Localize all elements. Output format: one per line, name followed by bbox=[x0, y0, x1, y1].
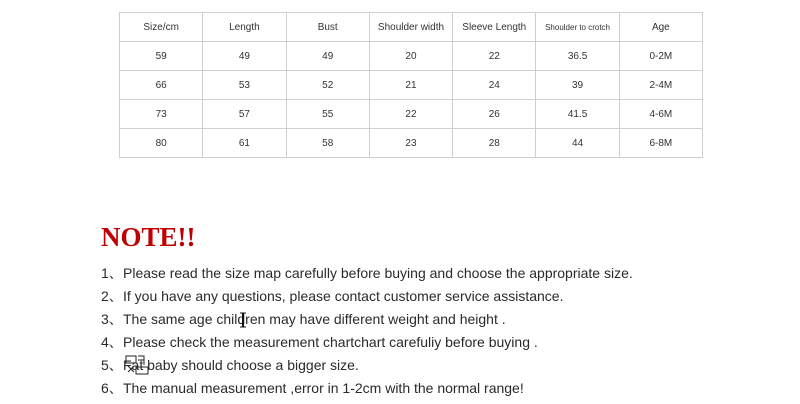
list-item-number: 2、 bbox=[101, 288, 123, 304]
table-cell: 73 bbox=[120, 100, 203, 129]
table-cell: 22 bbox=[453, 42, 536, 71]
table-cell: 6-8M bbox=[619, 129, 702, 158]
table-cell: 59 bbox=[120, 42, 203, 71]
table-row bbox=[120, 129, 703, 158]
table-cell: 21 bbox=[369, 71, 452, 100]
list-item-number: 5、 bbox=[101, 357, 123, 373]
list-item-text: If you have any questions, please contact customer service assistance. bbox=[123, 288, 564, 304]
list-item-text: Fat baby should choose a bigger size. bbox=[123, 357, 359, 373]
table-cell: 57 bbox=[203, 100, 286, 129]
text-cursor-icon bbox=[239, 312, 247, 328]
table-cell: 44 bbox=[536, 129, 619, 158]
table-cell: 53 bbox=[203, 71, 286, 100]
header-sleeve-length: Sleeve Length bbox=[453, 13, 536, 42]
list-item-number: 6、 bbox=[101, 380, 123, 396]
table-cell: 22 bbox=[369, 100, 452, 129]
list-item-text: The same age children may have different weight and height . bbox=[123, 311, 506, 327]
table-cell: 49 bbox=[203, 42, 286, 71]
table-cell: 41.5 bbox=[536, 100, 619, 129]
header-shoulder-to-crotch: Shoulder to crotch bbox=[536, 13, 619, 42]
header-bust: Bust bbox=[286, 13, 369, 42]
list-item-text: The manual measurement ,error in 1-2cm with the normal range! bbox=[123, 380, 524, 396]
table-cell: 49 bbox=[286, 42, 369, 71]
table-cell: 4-6M bbox=[619, 100, 702, 129]
table-cell: 80 bbox=[120, 129, 203, 158]
header-size: Size/cm bbox=[120, 13, 203, 42]
list-item-number: 4、 bbox=[101, 334, 123, 350]
list-item bbox=[101, 285, 633, 308]
table-row bbox=[120, 100, 703, 129]
list-item bbox=[101, 262, 633, 285]
note-list bbox=[101, 262, 633, 400]
size-chart-table bbox=[119, 12, 703, 158]
table-cell: 52 bbox=[286, 71, 369, 100]
header-shoulder-width: Shoulder width bbox=[369, 13, 452, 42]
table-header-row bbox=[120, 13, 703, 42]
table-cell: 55 bbox=[286, 100, 369, 129]
table-cell: 28 bbox=[453, 129, 536, 158]
list-item-text: Please check the measurement chartchart carefuliy before buying . bbox=[123, 334, 538, 350]
list-item bbox=[101, 377, 633, 400]
note-title: NOTE!! bbox=[101, 222, 196, 252]
table-cell: 24 bbox=[453, 71, 536, 100]
table-row bbox=[120, 42, 703, 71]
table-cell: 23 bbox=[369, 129, 452, 158]
table-cell: 58 bbox=[286, 129, 369, 158]
list-item bbox=[101, 331, 633, 354]
list-item bbox=[101, 354, 633, 377]
list-item-number: 1、 bbox=[101, 265, 123, 281]
list-item-number: 3、 bbox=[101, 311, 123, 327]
table-cell: 0-2M bbox=[619, 42, 702, 71]
overlay-glyph-icon bbox=[124, 354, 154, 376]
table-row bbox=[120, 71, 703, 100]
table-cell: 61 bbox=[203, 129, 286, 158]
table-cell: 26 bbox=[453, 100, 536, 129]
header-length: Length bbox=[203, 13, 286, 42]
table-cell: 2-4M bbox=[619, 71, 702, 100]
table-cell: 39 bbox=[536, 71, 619, 100]
list-item-text: Please read the size map carefully before buying and choose the appropriate size. bbox=[123, 265, 633, 281]
header-age: Age bbox=[619, 13, 702, 42]
table-cell: 66 bbox=[120, 71, 203, 100]
list-item bbox=[101, 308, 633, 331]
table-cell: 36.5 bbox=[536, 42, 619, 71]
table-cell: 20 bbox=[369, 42, 452, 71]
